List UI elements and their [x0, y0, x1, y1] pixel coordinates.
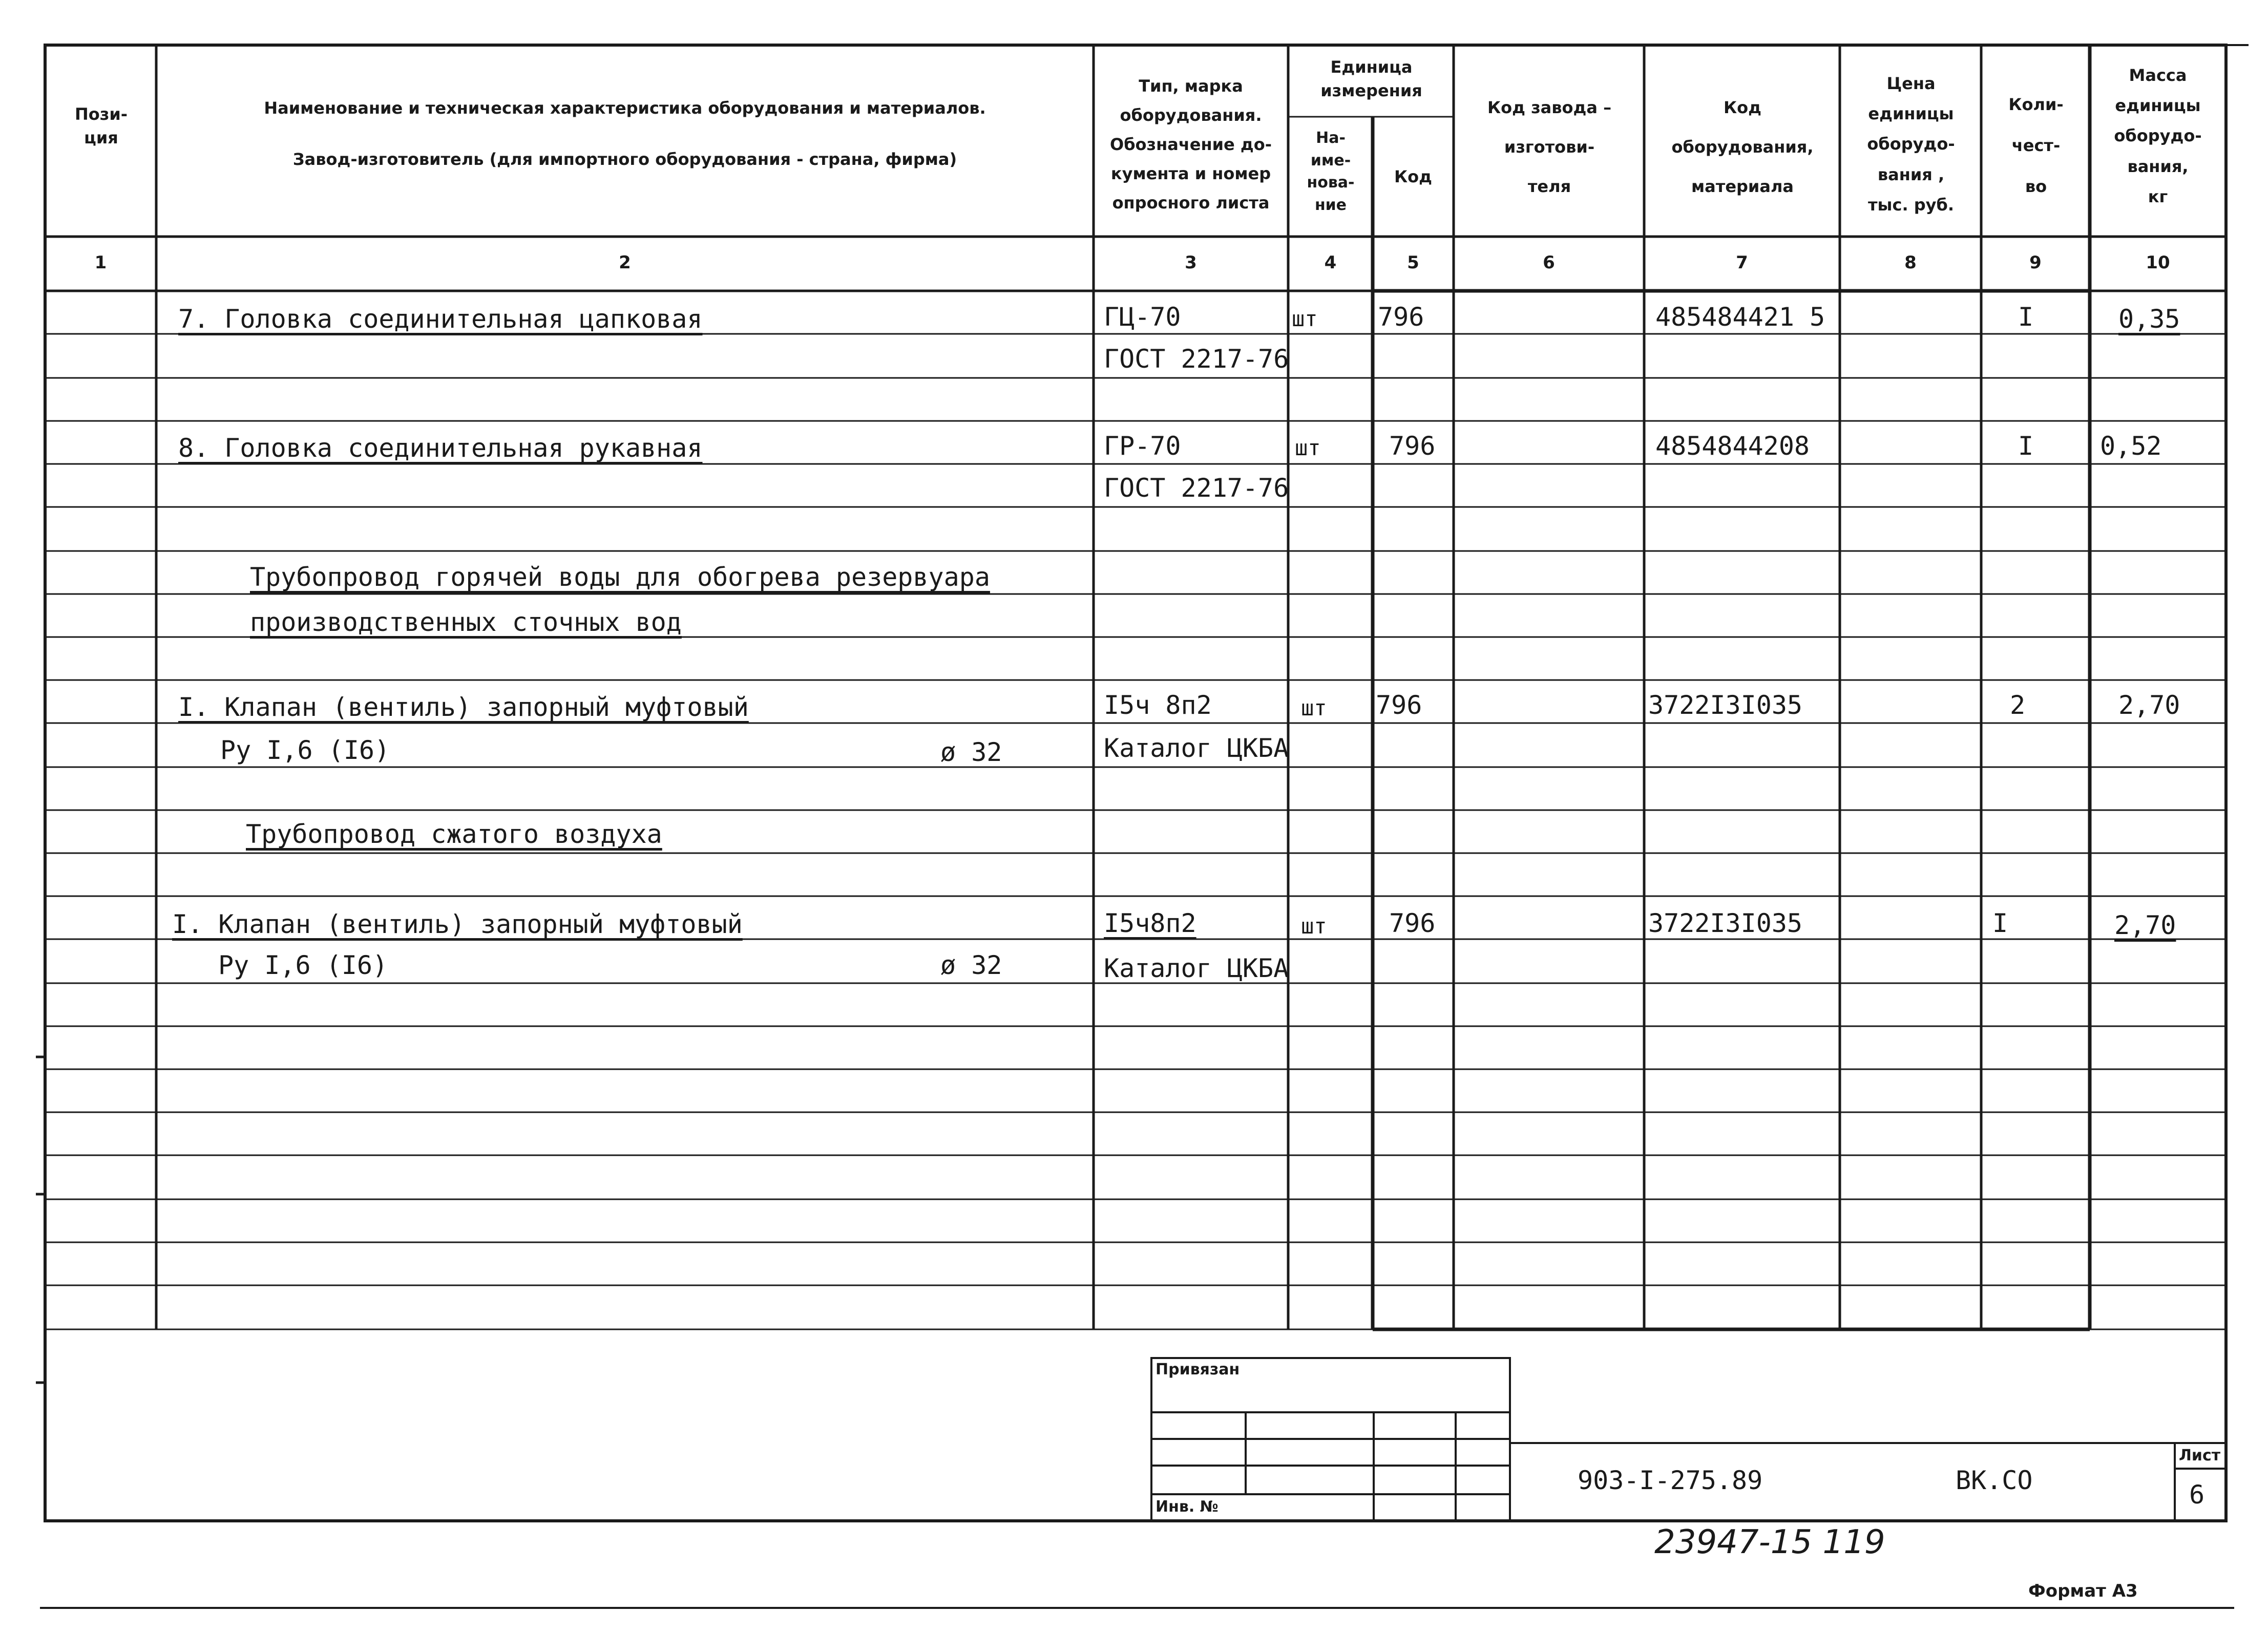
item-7-doc: ГОСТ 2217-76 [1104, 344, 1289, 374]
valve-a-diameter: ø 32 [940, 737, 1002, 767]
column-number-6: 6 [1543, 252, 1555, 273]
column-number-10: 10 [2146, 252, 2170, 273]
column-number-1: 1 [94, 252, 107, 273]
header-material-code: Код оборудования, материала [1671, 98, 1814, 196]
section-compressed-air-title: Трубопровод сжатого воздуха [246, 819, 662, 849]
header-name-line1: Наименование и техническая характеристика оборудования и материалов. [264, 98, 986, 118]
item-8-name: 8. Головка соединительная рукавная [178, 433, 703, 463]
column-number-5: 5 [1407, 252, 1419, 273]
header-unit-code: Код [1394, 167, 1432, 186]
item-8-type: ГР-70 [1104, 431, 1181, 461]
header-name-line2: Завод-изготовитель (для импортного оборудования - страна, фирма) [292, 150, 957, 169]
header-quantity: Коли- чест- во [2008, 95, 2064, 196]
valve-b-diameter: ø 32 [940, 950, 1002, 980]
valve-a-doc: Каталог ЦКБА [1104, 733, 1289, 763]
valve-a-material-code: 3722I3I035 [1648, 690, 1803, 720]
handwritten-inventory-note: 23947-15 119 [1654, 1523, 1885, 1561]
item-7-quantity: I [2018, 302, 2034, 332]
header-unit-name: На- име- нова- ние [1307, 129, 1355, 214]
valve-b-unit-code: 796 [1389, 908, 1436, 938]
header-type: Тип, марка оборудования. Обозначение до- кумента и номер опросного листа [1110, 76, 1272, 213]
document-number: 903-I-275.89 [1578, 1466, 1763, 1495]
title-block-lines [1151, 1358, 2226, 1521]
valve-a-mass: 2,70 [2118, 690, 2180, 720]
section-hot-water-title-line1: Трубопровод горячей воды для обогрева резервуара [250, 562, 990, 592]
column-number-2: 2 [619, 252, 631, 273]
title-block-inv-label: Инв. № [1156, 1498, 1219, 1516]
item-8-material-code: 4854844208 [1655, 431, 1810, 461]
column-number-8: 8 [1904, 252, 1917, 273]
header-unit: Единица измерения [1320, 57, 1422, 101]
valve-a-unit: шт [1301, 695, 1327, 720]
header-mass: Масса единицы оборудо- вания, кг [2114, 66, 2202, 206]
item-7-mass: 0,35 [2118, 304, 2180, 334]
valve-a-spec: Ру I,6 (I6) [220, 735, 390, 765]
item-8-doc: ГОСТ 2217-76 [1104, 473, 1289, 503]
section-hot-water-title-line2: производственных сточных вод [250, 607, 682, 637]
valve-b-quantity: I [1992, 908, 2008, 938]
item-8-unit: шт [1295, 435, 1321, 460]
header-position: Пози- ция [74, 104, 128, 148]
column-number-4: 4 [1324, 252, 1337, 273]
item-8-mass: 0,52 [2100, 431, 2162, 461]
column-number-3: 3 [1185, 252, 1197, 273]
valve-b-name: I. Клапан (вентиль) запорный муфтовый [172, 909, 743, 939]
item-7-unit: шт [1292, 306, 1318, 331]
valve-a-type: I5ч 8п2 [1104, 690, 1212, 720]
column-number-9: 9 [2029, 252, 2042, 273]
header-price: Цена единицы оборудо- вания , тыс. руб. [1867, 74, 1955, 215]
column-number-7: 7 [1736, 252, 1748, 273]
valve-b-mass: 2,70 [2114, 910, 2176, 940]
sheet-number: 6 [2189, 1480, 2205, 1510]
item-8-unit-code: 796 [1389, 431, 1436, 461]
valve-a-name: I. Клапан (вентиль) запорный муфтовый [178, 692, 749, 722]
item-7-type: ГЦ-70 [1104, 302, 1181, 332]
title-block-privyazan: Привязан [1156, 1361, 1240, 1378]
document-mark: ВК.СО [1956, 1466, 2033, 1495]
valve-a-unit-code: 796 [1376, 690, 1422, 720]
paper-format-label: Формат А3 [2028, 1581, 2138, 1601]
sheet-label: Лист [2179, 1447, 2221, 1465]
header-plant-code: Код завода – изготови- теля [1487, 98, 1612, 196]
valve-b-material-code: 3722I3I035 [1648, 908, 1803, 938]
item-7-name: 7. Головка соединительная цапковая [178, 304, 703, 334]
valve-b-doc: Каталог ЦКБА [1104, 953, 1289, 983]
valve-b-unit: шт [1301, 914, 1327, 939]
valve-b-type: I5ч8п2 [1104, 908, 1196, 938]
valve-b-spec: Ру I,6 (I6) [218, 950, 388, 980]
item-7-material-code: 485484421 5 [1655, 302, 1825, 332]
valve-a-quantity: 2 [2010, 690, 2026, 720]
item-8-quantity: I [2018, 431, 2034, 461]
item-7-unit-code: 796 [1378, 302, 1424, 332]
